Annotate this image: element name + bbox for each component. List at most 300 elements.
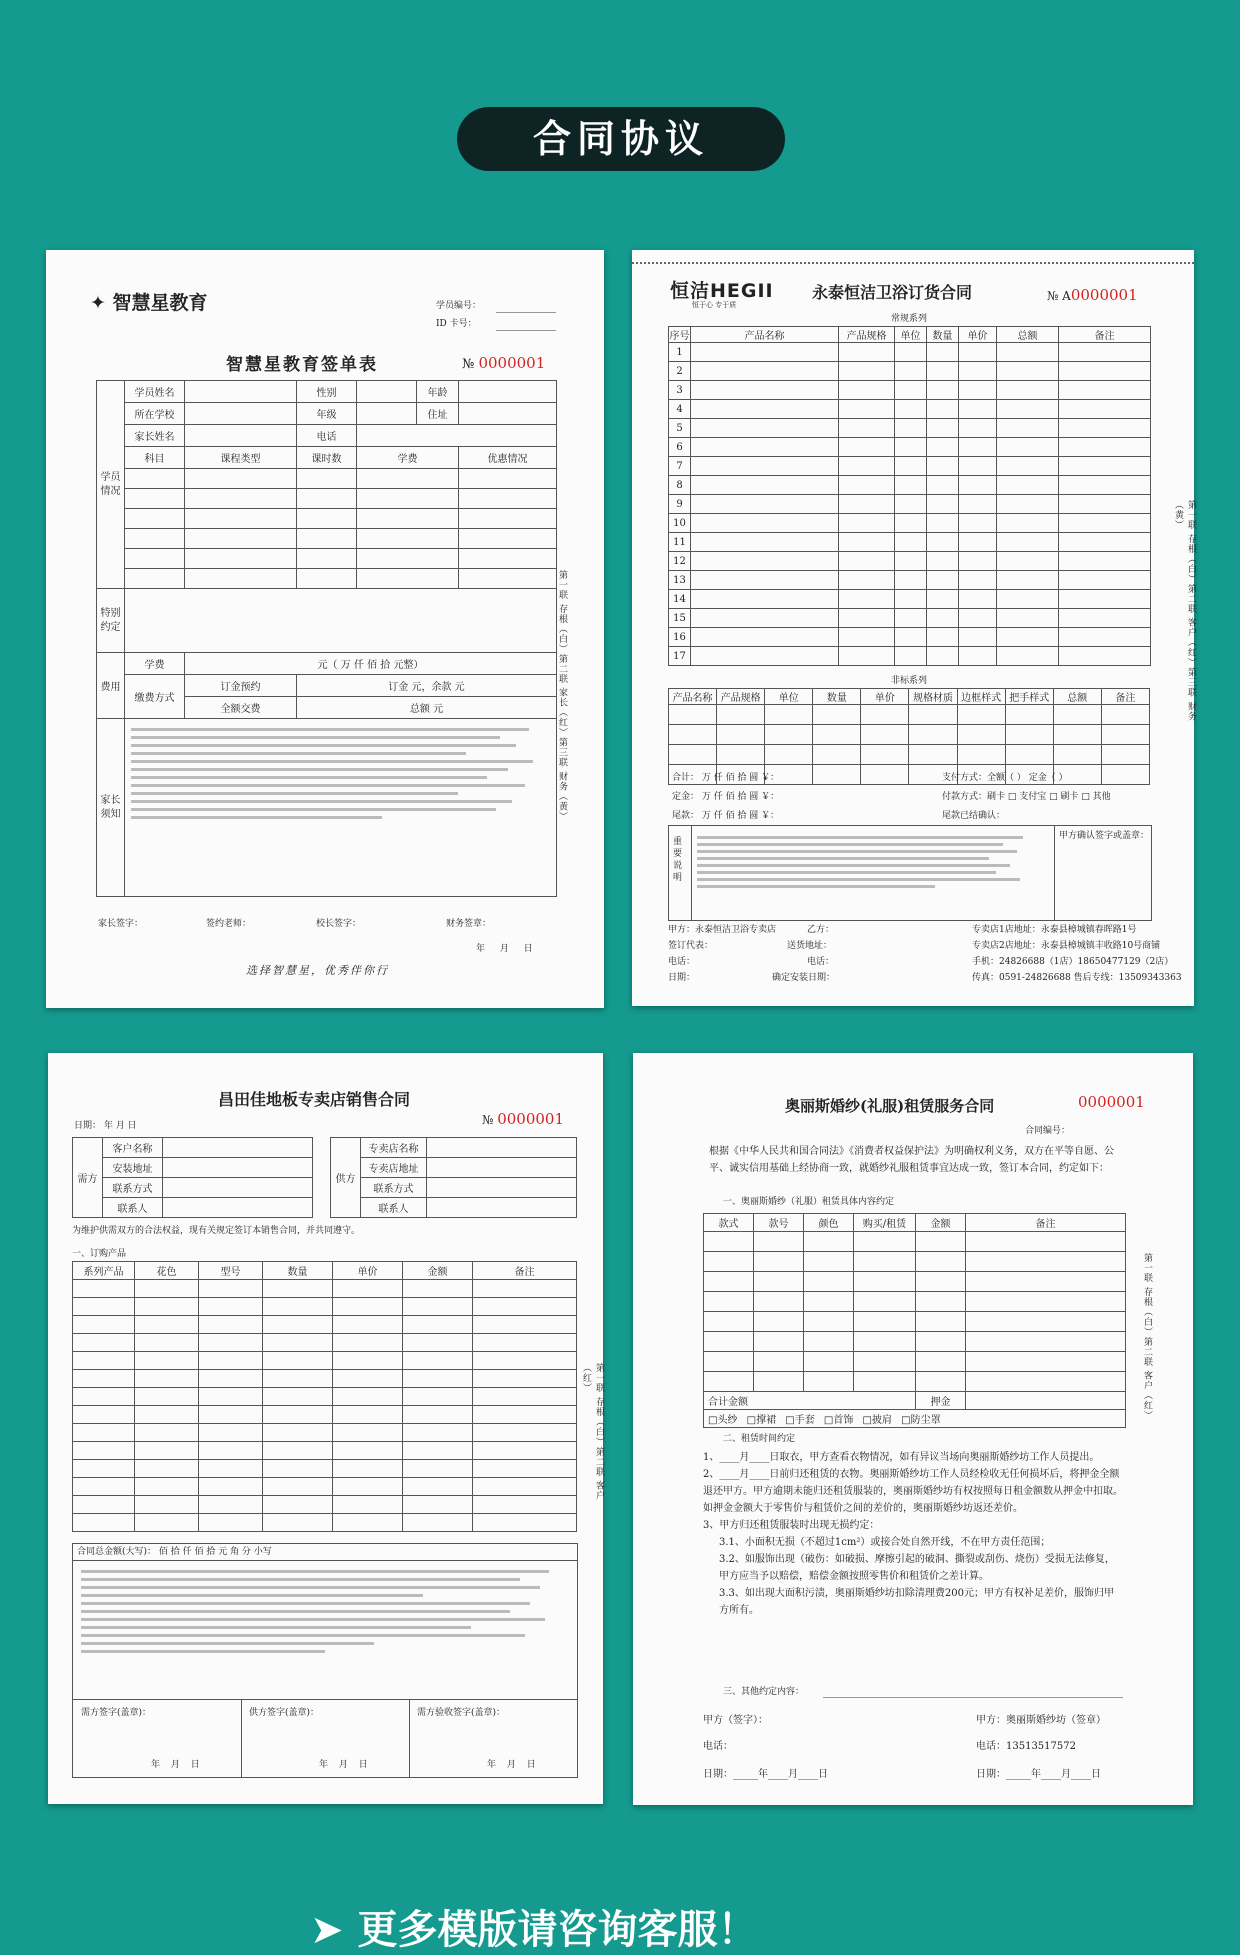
table-cell[interactable] bbox=[73, 1352, 135, 1370]
table-cell[interactable] bbox=[927, 438, 959, 457]
table-cell[interactable] bbox=[927, 419, 959, 438]
table-cell[interactable] bbox=[1059, 438, 1151, 457]
table-cell[interactable] bbox=[916, 1332, 966, 1352]
table-cell[interactable] bbox=[813, 725, 861, 745]
table-cell[interactable] bbox=[263, 1424, 333, 1442]
table-cell[interactable] bbox=[916, 1352, 966, 1372]
table-cell[interactable] bbox=[754, 1312, 804, 1332]
table-cell[interactable] bbox=[199, 1334, 263, 1352]
table-cell[interactable] bbox=[927, 495, 959, 514]
table-cell[interactable] bbox=[1059, 476, 1151, 495]
table-cell[interactable] bbox=[804, 1372, 854, 1392]
table-cell[interactable] bbox=[473, 1316, 577, 1334]
table-cell[interactable] bbox=[691, 495, 839, 514]
table-cell[interactable] bbox=[263, 1460, 333, 1478]
table-cell[interactable] bbox=[966, 1272, 1126, 1292]
table-cell[interactable] bbox=[73, 1496, 135, 1514]
table-cell[interactable] bbox=[717, 745, 765, 765]
table-cell[interactable] bbox=[895, 438, 927, 457]
table-cell[interactable] bbox=[403, 1406, 473, 1424]
table-cell[interactable] bbox=[691, 571, 839, 590]
table-cell[interactable] bbox=[691, 628, 839, 647]
table-cell[interactable] bbox=[895, 400, 927, 419]
table-cell[interactable] bbox=[1059, 362, 1151, 381]
table-cell[interactable] bbox=[333, 1406, 403, 1424]
table-cell[interactable] bbox=[263, 1316, 333, 1334]
table-cell[interactable] bbox=[1005, 745, 1053, 765]
table-cell[interactable] bbox=[691, 552, 839, 571]
table-cell[interactable] bbox=[895, 343, 927, 362]
table-cell[interactable] bbox=[854, 1372, 916, 1392]
table-cell[interactable] bbox=[73, 1424, 135, 1442]
table-cell[interactable] bbox=[754, 1292, 804, 1312]
table-cell[interactable] bbox=[959, 495, 997, 514]
table-cell[interactable] bbox=[199, 1460, 263, 1478]
table-cell[interactable] bbox=[473, 1352, 577, 1370]
table-cell[interactable] bbox=[804, 1292, 854, 1312]
table-cell[interactable] bbox=[997, 457, 1059, 476]
table-cell[interactable] bbox=[199, 1478, 263, 1496]
table-cell[interactable] bbox=[135, 1496, 199, 1514]
table-cell[interactable] bbox=[839, 571, 895, 590]
table-cell[interactable] bbox=[403, 1334, 473, 1352]
table-cell[interactable] bbox=[997, 514, 1059, 533]
table-cell[interactable] bbox=[1101, 745, 1149, 765]
table-cell[interactable] bbox=[839, 438, 895, 457]
store-address-1: 专卖店1店地址：永泰县樟城镇春晖路1号 bbox=[972, 925, 1137, 935]
table-cell[interactable] bbox=[1059, 343, 1151, 362]
table-cell[interactable] bbox=[403, 1442, 473, 1460]
table-cell[interactable] bbox=[691, 533, 839, 552]
table-cell[interactable] bbox=[839, 457, 895, 476]
table-cell[interactable] bbox=[73, 1388, 135, 1406]
table-cell[interactable] bbox=[704, 1312, 754, 1332]
table-cell[interactable] bbox=[927, 362, 959, 381]
table-cell[interactable] bbox=[997, 381, 1059, 400]
table-cell[interactable] bbox=[135, 1298, 199, 1316]
table-cell[interactable] bbox=[403, 1460, 473, 1478]
table-cell[interactable] bbox=[73, 1514, 135, 1532]
table-cell[interactable] bbox=[691, 514, 839, 533]
table-cell[interactable] bbox=[839, 476, 895, 495]
table-cell[interactable] bbox=[263, 1514, 333, 1532]
table-cell[interactable] bbox=[691, 476, 839, 495]
table-cell[interactable] bbox=[1005, 725, 1053, 745]
table-cell[interactable] bbox=[927, 571, 959, 590]
table-cell[interactable] bbox=[959, 381, 997, 400]
table-cell[interactable] bbox=[403, 1316, 473, 1334]
table-cell[interactable] bbox=[839, 590, 895, 609]
table-cell[interactable] bbox=[473, 1370, 577, 1388]
table-cell[interactable] bbox=[73, 1280, 135, 1298]
table-cell[interactable] bbox=[916, 1252, 966, 1272]
table-cell[interactable] bbox=[199, 1298, 263, 1316]
table-cell[interactable] bbox=[927, 514, 959, 533]
table-cell[interactable] bbox=[473, 1334, 577, 1352]
table-cell[interactable] bbox=[199, 1352, 263, 1370]
table-cell[interactable] bbox=[199, 1424, 263, 1442]
table-cell[interactable] bbox=[135, 1514, 199, 1532]
table-cell[interactable] bbox=[333, 1370, 403, 1388]
table-cell[interactable] bbox=[333, 1334, 403, 1352]
table-cell[interactable] bbox=[135, 1352, 199, 1370]
table-cell[interactable] bbox=[473, 1514, 577, 1532]
table-cell[interactable] bbox=[199, 1496, 263, 1514]
table-cell[interactable] bbox=[73, 1298, 135, 1316]
table-cell[interactable] bbox=[839, 609, 895, 628]
table-cell[interactable] bbox=[704, 1292, 754, 1312]
table-cell[interactable] bbox=[704, 1272, 754, 1292]
table-cell[interactable] bbox=[765, 745, 813, 765]
table-cell[interactable] bbox=[839, 647, 895, 666]
table-cell[interactable] bbox=[854, 1292, 916, 1312]
table-cell[interactable] bbox=[895, 495, 927, 514]
table-cell[interactable] bbox=[473, 1496, 577, 1514]
table-cell[interactable] bbox=[966, 1332, 1126, 1352]
table-cell[interactable] bbox=[669, 725, 717, 745]
table-cell[interactable] bbox=[997, 609, 1059, 628]
table-cell[interactable] bbox=[704, 1372, 754, 1392]
table-cell[interactable] bbox=[1059, 514, 1151, 533]
table-cell[interactable] bbox=[997, 438, 1059, 457]
table-cell[interactable] bbox=[754, 1252, 804, 1272]
table-cell[interactable] bbox=[263, 1442, 333, 1460]
table-cell[interactable] bbox=[403, 1478, 473, 1496]
table-cell[interactable] bbox=[927, 381, 959, 400]
table-cell[interactable] bbox=[966, 1252, 1126, 1272]
table-cell[interactable] bbox=[959, 647, 997, 666]
table-cell[interactable] bbox=[691, 647, 839, 666]
table-cell[interactable] bbox=[704, 1252, 754, 1272]
table-cell[interactable] bbox=[839, 495, 895, 514]
table-cell[interactable] bbox=[403, 1352, 473, 1370]
table-cell[interactable] bbox=[403, 1298, 473, 1316]
table-cell[interactable] bbox=[959, 514, 997, 533]
table-cell[interactable] bbox=[959, 590, 997, 609]
table-cell[interactable] bbox=[135, 1370, 199, 1388]
table-cell[interactable] bbox=[895, 419, 927, 438]
table-cell[interactable] bbox=[263, 1280, 333, 1298]
table-cell[interactable] bbox=[135, 1460, 199, 1478]
table-cell[interactable] bbox=[927, 552, 959, 571]
table-cell[interactable] bbox=[473, 1280, 577, 1298]
table-cell[interactable] bbox=[813, 765, 861, 785]
table-cell[interactable] bbox=[895, 647, 927, 666]
table-cell[interactable] bbox=[199, 1388, 263, 1406]
table-cell[interactable] bbox=[927, 647, 959, 666]
table-cell[interactable] bbox=[754, 1332, 804, 1352]
table-cell[interactable] bbox=[199, 1316, 263, 1334]
table-cell[interactable] bbox=[263, 1406, 333, 1424]
table-cell[interactable] bbox=[1059, 457, 1151, 476]
table-cell[interactable] bbox=[263, 1334, 333, 1352]
table-cell[interactable] bbox=[473, 1460, 577, 1478]
table-cell[interactable] bbox=[473, 1424, 577, 1442]
table-cell[interactable] bbox=[997, 628, 1059, 647]
table-cell[interactable] bbox=[804, 1272, 854, 1292]
table-cell[interactable] bbox=[927, 343, 959, 362]
table-cell[interactable] bbox=[691, 343, 839, 362]
table-cell[interactable] bbox=[997, 533, 1059, 552]
table-cell[interactable] bbox=[1059, 571, 1151, 590]
table-cell[interactable] bbox=[997, 590, 1059, 609]
table-cell[interactable] bbox=[333, 1388, 403, 1406]
table-cell[interactable] bbox=[895, 514, 927, 533]
table-cell[interactable] bbox=[959, 628, 997, 647]
table-cell[interactable] bbox=[861, 725, 909, 745]
table-cell[interactable] bbox=[1101, 725, 1149, 745]
table-cell[interactable] bbox=[263, 1388, 333, 1406]
table-cell[interactable] bbox=[135, 1478, 199, 1496]
table-cell[interactable] bbox=[957, 705, 1005, 725]
table-cell[interactable] bbox=[1059, 400, 1151, 419]
table-cell[interactable] bbox=[997, 343, 1059, 362]
table-cell[interactable] bbox=[1059, 419, 1151, 438]
table-cell[interactable] bbox=[839, 343, 895, 362]
table-cell[interactable] bbox=[839, 419, 895, 438]
table-cell[interactable] bbox=[704, 1352, 754, 1372]
table-cell[interactable] bbox=[916, 1232, 966, 1252]
table-cell[interactable] bbox=[957, 745, 1005, 765]
table-cell[interactable] bbox=[1101, 765, 1149, 785]
table-cell[interactable] bbox=[263, 1496, 333, 1514]
table-cell[interactable] bbox=[199, 1514, 263, 1532]
table-cell[interactable] bbox=[691, 381, 839, 400]
table-cell[interactable] bbox=[909, 705, 957, 725]
table-cell[interactable] bbox=[333, 1352, 403, 1370]
table-cell[interactable] bbox=[669, 705, 717, 725]
table-cell[interactable] bbox=[473, 1406, 577, 1424]
table-cell[interactable] bbox=[959, 476, 997, 495]
table-cell[interactable] bbox=[73, 1442, 135, 1460]
table-cell[interactable] bbox=[73, 1370, 135, 1388]
table-cell[interactable] bbox=[959, 457, 997, 476]
table-cell[interactable] bbox=[403, 1514, 473, 1532]
table-cell[interactable] bbox=[263, 1298, 333, 1316]
table-cell[interactable] bbox=[927, 590, 959, 609]
table-cell[interactable] bbox=[691, 438, 839, 457]
table-cell[interactable] bbox=[135, 1316, 199, 1334]
table-cell[interactable] bbox=[1053, 705, 1101, 725]
table-cell[interactable] bbox=[1059, 495, 1151, 514]
table-cell[interactable] bbox=[135, 1388, 199, 1406]
table-cell[interactable] bbox=[927, 457, 959, 476]
accessory-checkboxes[interactable]: □头纱 □撑裙 □手套 □首饰 □披肩 □防尘罩 bbox=[704, 1410, 1126, 1428]
table-cell[interactable] bbox=[839, 628, 895, 647]
table-cell[interactable] bbox=[754, 1352, 804, 1372]
table-cell[interactable] bbox=[916, 1272, 966, 1292]
table-cell[interactable] bbox=[927, 609, 959, 628]
table-cell[interactable] bbox=[199, 1280, 263, 1298]
table-cell[interactable] bbox=[959, 362, 997, 381]
table-cell[interactable] bbox=[861, 765, 909, 785]
table-cell[interactable] bbox=[959, 571, 997, 590]
table-cell[interactable] bbox=[966, 1352, 1126, 1372]
table-cell[interactable] bbox=[403, 1388, 473, 1406]
table-cell[interactable] bbox=[839, 400, 895, 419]
table-cell[interactable] bbox=[1053, 725, 1101, 745]
table-cell[interactable] bbox=[135, 1442, 199, 1460]
table-cell[interactable] bbox=[997, 362, 1059, 381]
table-cell[interactable] bbox=[333, 1514, 403, 1532]
table-cell[interactable] bbox=[135, 1334, 199, 1352]
table-cell[interactable] bbox=[717, 725, 765, 745]
table-cell[interactable] bbox=[895, 628, 927, 647]
table-cell[interactable] bbox=[997, 552, 1059, 571]
table-cell[interactable] bbox=[854, 1272, 916, 1292]
table-cell[interactable] bbox=[909, 725, 957, 745]
table-cell[interactable] bbox=[804, 1312, 854, 1332]
table-cell[interactable] bbox=[854, 1232, 916, 1252]
table-cell[interactable] bbox=[691, 362, 839, 381]
table-cell[interactable] bbox=[927, 628, 959, 647]
table-cell[interactable] bbox=[73, 1334, 135, 1352]
table-cell[interactable] bbox=[895, 533, 927, 552]
table-cell[interactable] bbox=[957, 725, 1005, 745]
table-cell[interactable] bbox=[754, 1372, 804, 1392]
table-cell[interactable] bbox=[1059, 590, 1151, 609]
table-cell[interactable] bbox=[1005, 705, 1053, 725]
table-cell[interactable] bbox=[997, 476, 1059, 495]
table-cell[interactable] bbox=[1101, 705, 1149, 725]
table-cell[interactable] bbox=[473, 1388, 577, 1406]
table-cell[interactable] bbox=[704, 1232, 754, 1252]
table-cell[interactable] bbox=[839, 552, 895, 571]
table-cell[interactable] bbox=[997, 571, 1059, 590]
table-cell[interactable] bbox=[135, 1280, 199, 1298]
table-cell[interactable] bbox=[966, 1232, 1126, 1252]
table-cell[interactable] bbox=[765, 725, 813, 745]
table-cell[interactable] bbox=[691, 400, 839, 419]
table-cell[interactable] bbox=[895, 476, 927, 495]
table-cell[interactable] bbox=[854, 1312, 916, 1332]
table-cell[interactable] bbox=[854, 1252, 916, 1272]
table-cell[interactable] bbox=[854, 1332, 916, 1352]
table-cell[interactable] bbox=[263, 1370, 333, 1388]
table-cell[interactable] bbox=[804, 1332, 854, 1352]
table-cell[interactable] bbox=[895, 457, 927, 476]
table-cell[interactable] bbox=[333, 1496, 403, 1514]
table-cell[interactable] bbox=[73, 1406, 135, 1424]
table-cell[interactable] bbox=[199, 1406, 263, 1424]
table-cell[interactable] bbox=[473, 1442, 577, 1460]
table-cell[interactable] bbox=[959, 533, 997, 552]
table-cell[interactable] bbox=[854, 1352, 916, 1372]
table-cell[interactable] bbox=[199, 1370, 263, 1388]
table-cell[interactable] bbox=[263, 1352, 333, 1370]
table-cell[interactable] bbox=[927, 400, 959, 419]
table-cell[interactable] bbox=[927, 476, 959, 495]
table-cell[interactable] bbox=[754, 1232, 804, 1252]
table-cell[interactable] bbox=[473, 1298, 577, 1316]
table-cell[interactable] bbox=[804, 1352, 854, 1372]
table-cell[interactable] bbox=[997, 419, 1059, 438]
table-cell[interactable] bbox=[959, 438, 997, 457]
table-cell[interactable] bbox=[804, 1252, 854, 1272]
table-cell[interactable] bbox=[403, 1424, 473, 1442]
table-cell[interactable] bbox=[1059, 647, 1151, 666]
table-cell[interactable] bbox=[1053, 745, 1101, 765]
table-cell[interactable] bbox=[199, 1442, 263, 1460]
table-cell[interactable] bbox=[691, 609, 839, 628]
table-cell[interactable] bbox=[959, 552, 997, 571]
table-cell[interactable] bbox=[839, 533, 895, 552]
table-cell[interactable] bbox=[966, 1372, 1126, 1392]
table-cell[interactable] bbox=[1059, 381, 1151, 400]
table-cell[interactable] bbox=[669, 745, 717, 765]
table-cell[interactable] bbox=[717, 705, 765, 725]
table-cell[interactable] bbox=[966, 1292, 1126, 1312]
table-cell[interactable] bbox=[861, 705, 909, 725]
table-cell[interactable] bbox=[333, 1424, 403, 1442]
table-cell[interactable] bbox=[804, 1232, 854, 1252]
table-cell[interactable] bbox=[959, 343, 997, 362]
table-cell[interactable] bbox=[333, 1478, 403, 1496]
table-cell[interactable] bbox=[895, 571, 927, 590]
table-cell[interactable] bbox=[839, 381, 895, 400]
table-cell[interactable] bbox=[473, 1478, 577, 1496]
table-cell[interactable] bbox=[959, 419, 997, 438]
table-cell[interactable] bbox=[895, 609, 927, 628]
table-cell[interactable] bbox=[333, 1316, 403, 1334]
table-cell[interactable] bbox=[73, 1478, 135, 1496]
table-cell[interactable] bbox=[691, 457, 839, 476]
table-cell[interactable] bbox=[813, 705, 861, 725]
table-cell[interactable] bbox=[895, 362, 927, 381]
table-cell[interactable] bbox=[333, 1442, 403, 1460]
table-cell[interactable] bbox=[839, 514, 895, 533]
table-cell[interactable] bbox=[959, 609, 997, 628]
table-cell[interactable] bbox=[691, 419, 839, 438]
table-cell[interactable] bbox=[895, 552, 927, 571]
table-cell[interactable] bbox=[916, 1372, 966, 1392]
table-cell[interactable] bbox=[1059, 552, 1151, 571]
table-cell[interactable] bbox=[927, 533, 959, 552]
table-cell[interactable] bbox=[754, 1272, 804, 1292]
table-cell[interactable] bbox=[916, 1292, 966, 1312]
table-cell[interactable] bbox=[73, 1460, 135, 1478]
table-cell[interactable] bbox=[916, 1312, 966, 1332]
table-cell[interactable] bbox=[135, 1406, 199, 1424]
table-cell[interactable] bbox=[959, 400, 997, 419]
table-cell[interactable] bbox=[691, 590, 839, 609]
table-cell[interactable] bbox=[73, 1316, 135, 1334]
table-cell[interactable] bbox=[895, 381, 927, 400]
table-cell[interactable] bbox=[403, 1496, 473, 1514]
table-cell[interactable] bbox=[135, 1424, 199, 1442]
table-cell[interactable] bbox=[333, 1460, 403, 1478]
table-cell[interactable] bbox=[997, 647, 1059, 666]
table-cell[interactable] bbox=[966, 1312, 1126, 1332]
table-cell[interactable] bbox=[403, 1280, 473, 1298]
table-cell[interactable] bbox=[333, 1298, 403, 1316]
table-cell[interactable] bbox=[895, 590, 927, 609]
table-cell[interactable] bbox=[1059, 628, 1151, 647]
table-cell[interactable] bbox=[839, 362, 895, 381]
table-cell[interactable] bbox=[765, 705, 813, 725]
table-cell[interactable] bbox=[997, 400, 1059, 419]
table-cell[interactable] bbox=[1059, 609, 1151, 628]
table-cell[interactable] bbox=[813, 745, 861, 765]
table-cell[interactable] bbox=[861, 745, 909, 765]
table-cell[interactable] bbox=[1059, 533, 1151, 552]
table-cell[interactable] bbox=[333, 1280, 403, 1298]
table-cell[interactable] bbox=[263, 1478, 333, 1496]
table-cell[interactable] bbox=[997, 495, 1059, 514]
table-cell[interactable] bbox=[909, 745, 957, 765]
table-cell[interactable] bbox=[704, 1332, 754, 1352]
table-cell[interactable] bbox=[403, 1370, 473, 1388]
